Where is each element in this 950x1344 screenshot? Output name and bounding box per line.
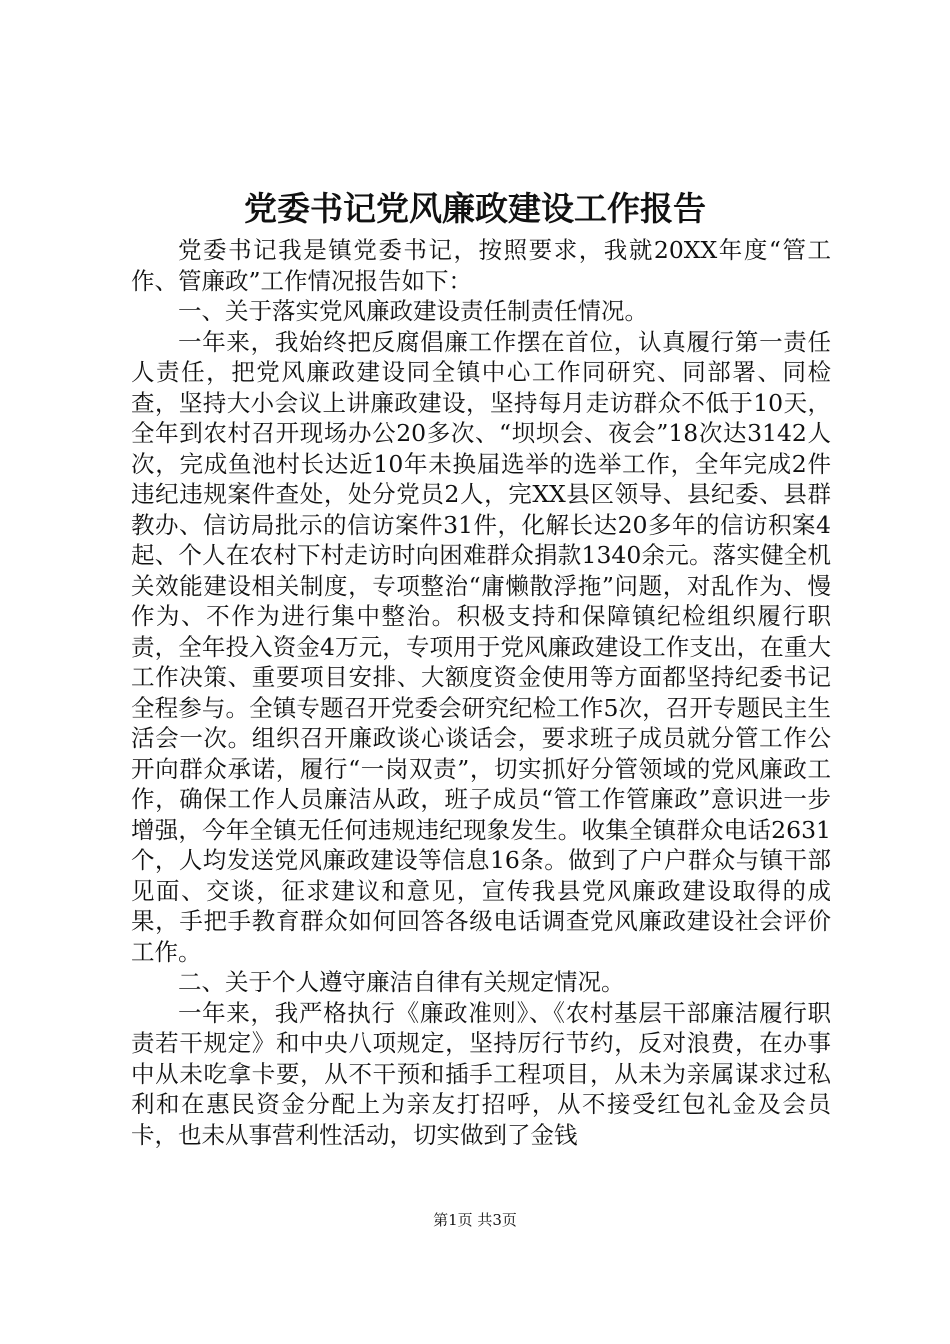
document-title: 党委书记党风廉政建设工作报告 (244, 189, 706, 228)
section-heading-1: 一、关于落实党风廉政建设责任制责任情况。 (178, 297, 648, 325)
paragraph-intro: 党委书记我是镇党委书记，按照要求，我就20XX年度“管工作、管廉政”工作情况报告如下： (131, 236, 831, 295)
paragraph-section-1: 一年来，我始终把反腐倡廉工作摆在首位，认真履行第一责任人责任，把党风廉政建设同全镇中心工作同研究、同部署、同检查，坚持大小会议上讲廉政建设，坚持每月走访群众不低于10天，全年到农村召开现场办公20多次、“坝坝会、夜会”18次达3142人次，完成鱼池村长达近10年未换届选举的选举工作，全年完成2件违纪违规案件查处，处分党员2人，完XX县区领导、县纪委、县群教办、信访局批示的信访案件31件，化解长达20多年的信访积案4起、个人在农村下村走访时向困难群众捐款1340余元。落实健全机关效能建设相关制度，专项整治“庸懒散浮拖”问题，对乱作为、慢作为、不作为进行集中整治。积极支持和保障镇纪检组织履行职责，全年投入资金4万元，专项用于党风廉政建设工作支出，在重大工作决策、重要项目安排、大额度资金使用等方面都坚持纪委书记全程参与。全镇专题召开党委会研究纪检工作5次，召开专题民主生活会一次。组织召开廉政谈心谈话会，要求班子成员就分管工作公开向群众承诺，履行“一岗双责”，切实抓好分管领域的党风廉政工作，确保工作人员廉洁从政，班子成员“管工作管廉政”意识进一步增强，今年全镇无任何违规违纪现象发生。收集全镇群众电话2631个，人均发送党风廉政建设等信息16条。做到了户户群众与镇干部见面、交谈，征求建议和意见，宣传我县党风廉政建设取得的成果，手把手教育群众如何回答各级电话调查党风廉政建设社会评价工作。 (131, 327, 831, 966)
document-body (131, 235, 831, 1150)
page-number-footer: 第1页 共3页 (433, 1211, 517, 1229)
section-heading-2: 二、关于个人遵守廉洁自律有关规定情况。 (178, 968, 625, 996)
paragraph-section-2: 一年来，我严格执行《廉政准则》、《农村基层干部廉洁履行职责若干规定》和中央八项规定，坚持厉行节约，反对浪费，在办事中从未吃拿卡要，从不干预和插手工程项目，从未为亲属谋求过私利和在惠民资金分配上为亲友打招呼，从不接受红包礼金及会员卡，也未从事营利性活动，切实做到了金钱 (131, 998, 831, 1149)
